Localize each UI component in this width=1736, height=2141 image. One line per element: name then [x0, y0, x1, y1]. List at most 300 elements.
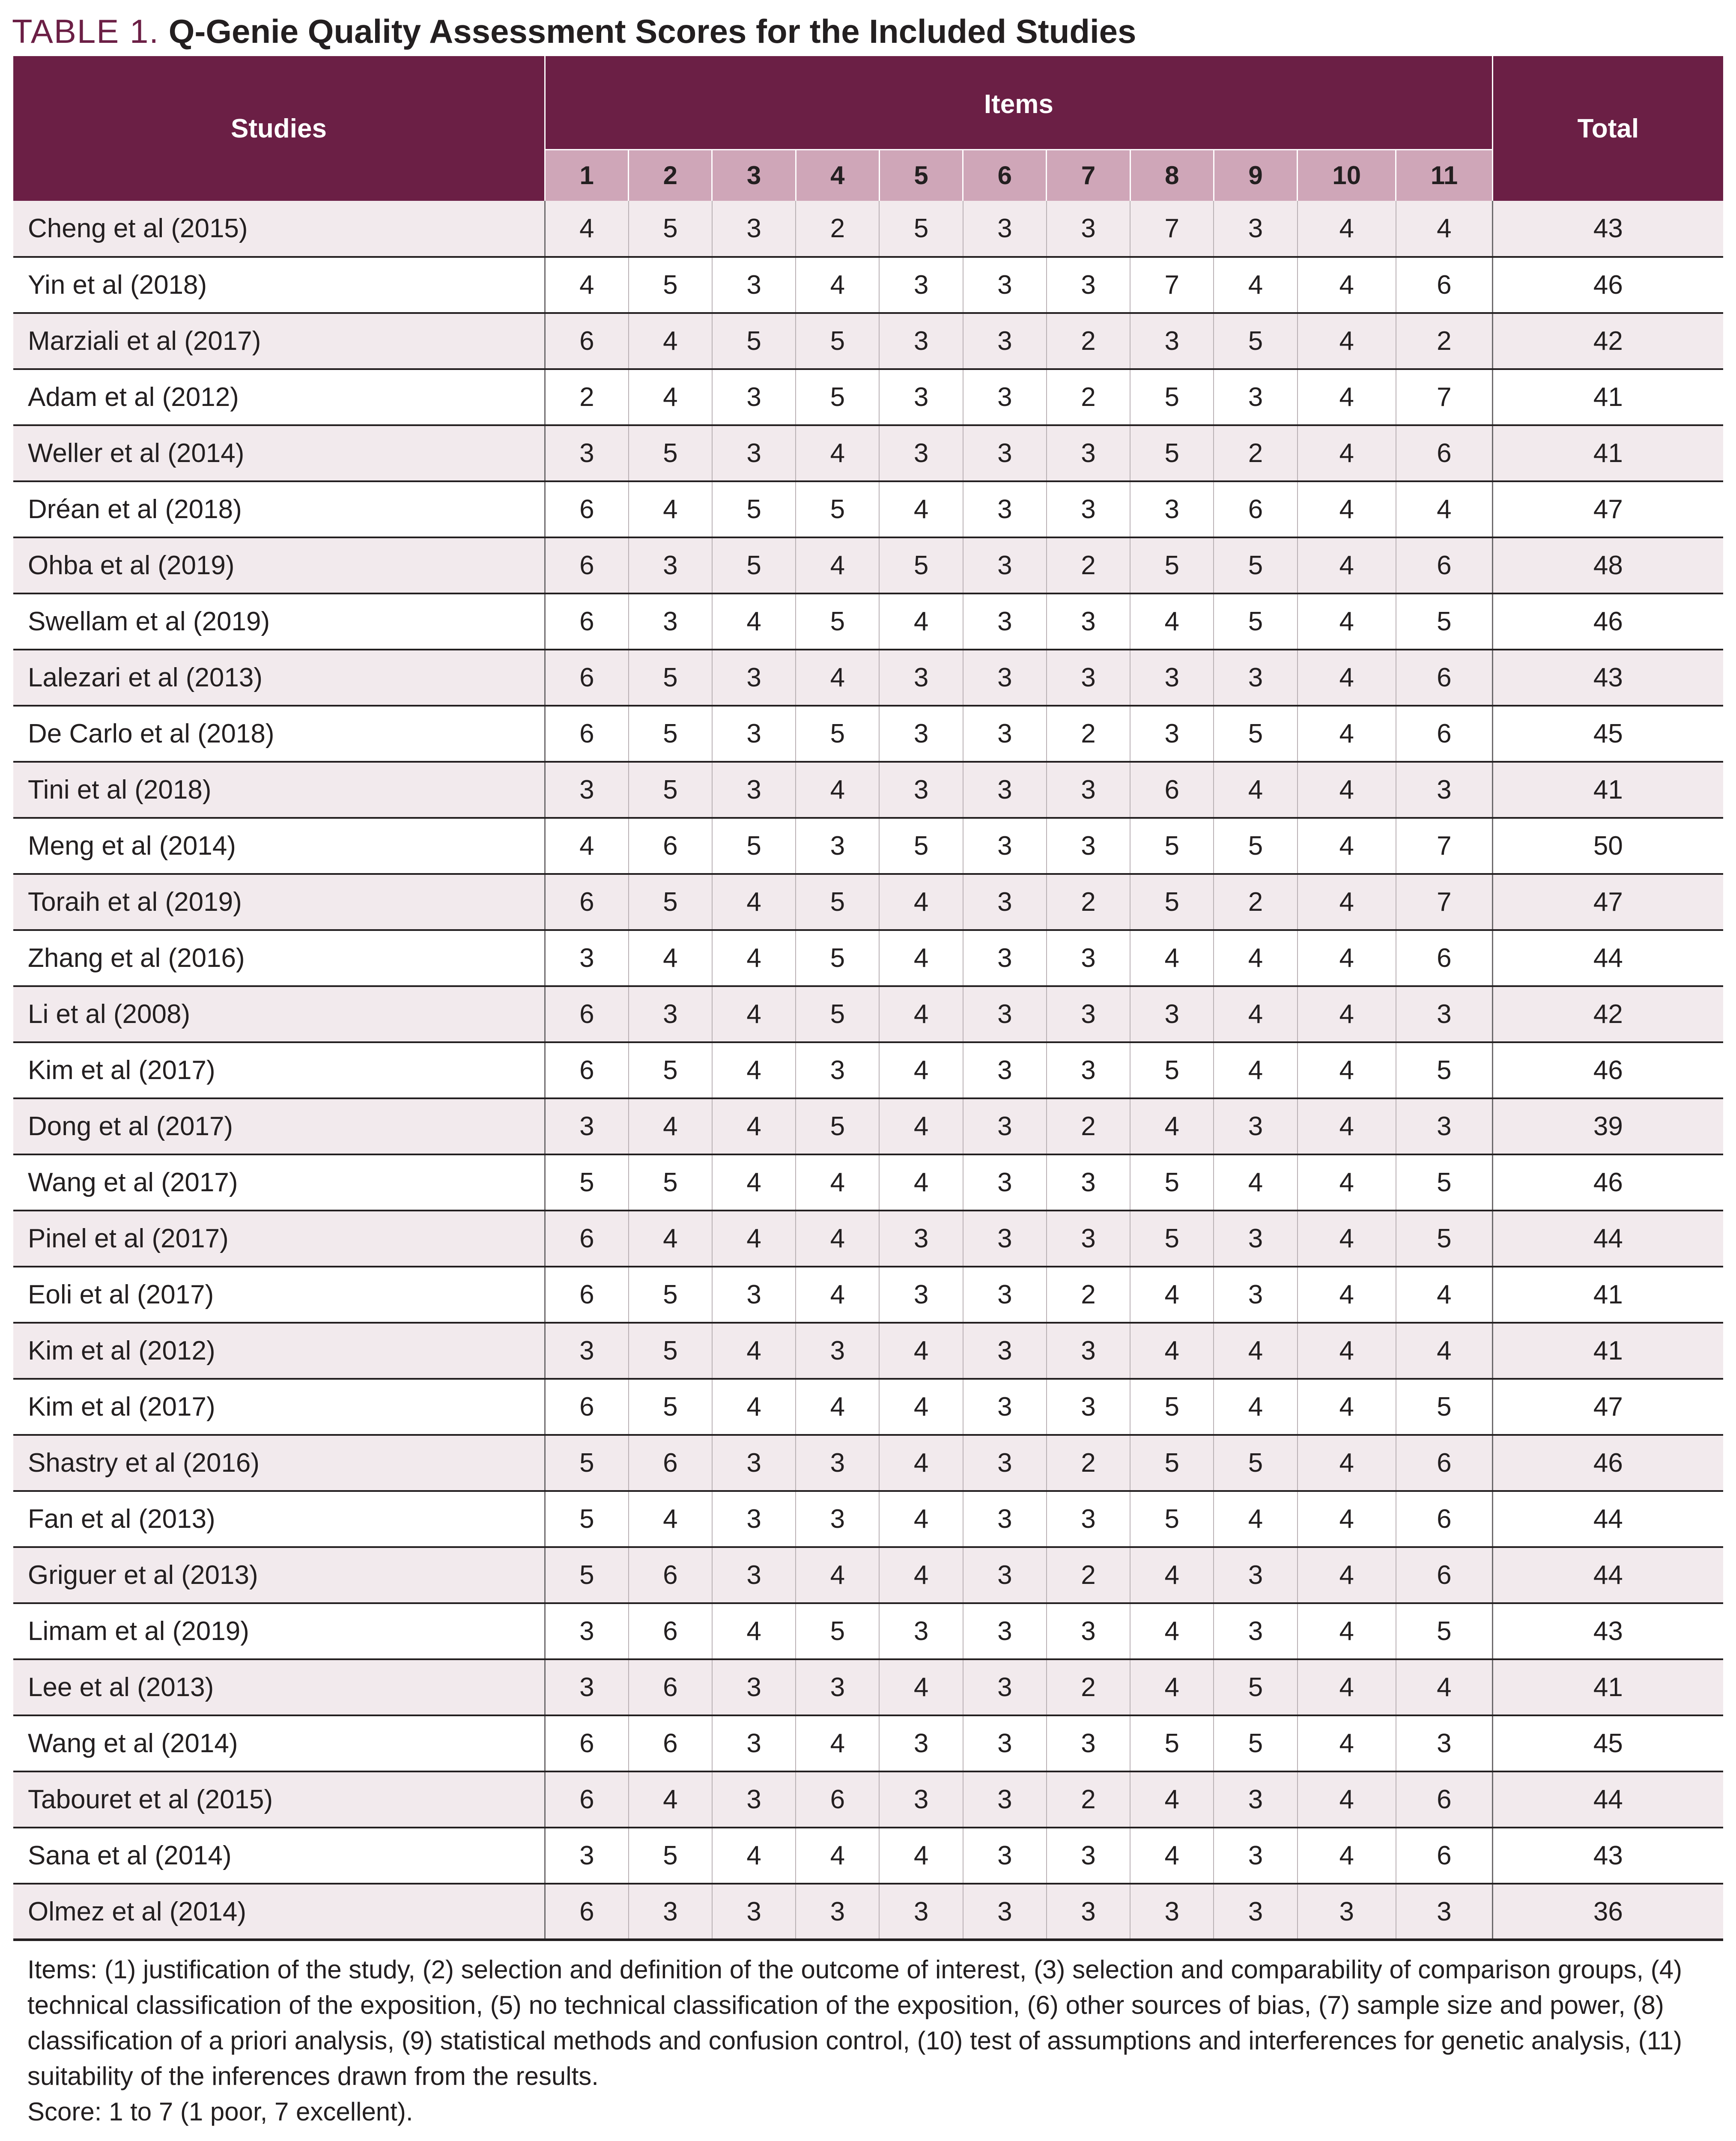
item-score-cell: 4 [879, 1154, 963, 1211]
table-footnotes [27, 1952, 1710, 2129]
item-score-cell: 3 [963, 1435, 1047, 1491]
item-score-cell: 4 [629, 930, 712, 986]
total-score-cell: 41 [1492, 369, 1723, 425]
item-score-cell: 4 [879, 1491, 963, 1547]
item-score-cell: 5 [629, 201, 712, 257]
item-score-cell: 3 [963, 1771, 1047, 1828]
item-score-cell: 4 [796, 1154, 879, 1211]
item-score-cell: 3 [1130, 706, 1214, 762]
item-score-cell: 6 [629, 1715, 712, 1771]
item-score-cell: 5 [1130, 1715, 1214, 1771]
item-score-cell: 6 [1396, 1771, 1492, 1828]
item-score-cell: 3 [1047, 201, 1130, 257]
item-score-cell: 4 [629, 1211, 712, 1267]
item-score-cell: 5 [629, 1267, 712, 1323]
item-score-cell: 3 [1396, 1715, 1492, 1771]
total-score-cell: 46 [1492, 593, 1723, 650]
item-score-cell: 4 [712, 1603, 796, 1659]
item-score-cell: 3 [1047, 1884, 1130, 1940]
item-score-cell: 4 [629, 1771, 712, 1828]
item-score-cell: 3 [712, 650, 796, 706]
table-row [13, 1435, 1723, 1491]
study-name-cell: Ohba et al (2019) [13, 537, 545, 593]
item-score-cell: 3 [879, 1267, 963, 1323]
item-score-cell: 2 [1047, 369, 1130, 425]
total-score-cell: 44 [1492, 1771, 1723, 1828]
item-score-cell: 4 [1298, 818, 1396, 874]
item-score-cell: 4 [1396, 201, 1492, 257]
item-score-cell: 6 [1396, 1828, 1492, 1884]
item-score-cell: 2 [1396, 313, 1492, 369]
item-score-cell: 4 [629, 1491, 712, 1547]
item-score-cell: 3 [963, 1603, 1047, 1659]
item-score-cell: 3 [879, 369, 963, 425]
item-score-cell: 4 [796, 762, 879, 818]
table-row [13, 1603, 1723, 1659]
item-score-cell: 5 [1214, 1715, 1297, 1771]
study-name-cell: Kim et al (2017) [13, 1042, 545, 1098]
item-score-cell: 5 [1130, 369, 1214, 425]
item-score-cell: 7 [1396, 874, 1492, 930]
item-score-cell: 4 [1214, 762, 1297, 818]
item-score-cell: 4 [1298, 425, 1396, 481]
total-score-cell: 44 [1492, 1491, 1723, 1547]
study-name-cell: Dong et al (2017) [13, 1098, 545, 1154]
study-name-cell: Swellam et al (2019) [13, 593, 545, 650]
total-score-cell: 45 [1492, 1715, 1723, 1771]
study-name-cell: Tini et al (2018) [13, 762, 545, 818]
item-score-cell: 3 [963, 369, 1047, 425]
table-row [13, 1491, 1723, 1547]
item-score-cell: 4 [1130, 1659, 1214, 1715]
item-score-cell: 4 [1214, 1379, 1297, 1435]
item-score-cell: 4 [629, 313, 712, 369]
item-score-cell: 3 [712, 706, 796, 762]
item-score-cell: 5 [796, 313, 879, 369]
study-name-cell: Wang et al (2017) [13, 1154, 545, 1211]
total-header: Total [1492, 56, 1723, 201]
item-score-cell: 2 [1214, 874, 1297, 930]
item-number-header: 3 [712, 149, 796, 201]
study-name-cell: Kim et al (2012) [13, 1323, 545, 1379]
total-score-cell: 43 [1492, 1828, 1723, 1884]
item-score-cell: 3 [963, 930, 1047, 986]
item-score-cell: 3 [545, 1098, 629, 1154]
item-score-cell: 5 [796, 930, 879, 986]
item-score-cell: 5 [796, 1098, 879, 1154]
item-score-cell: 4 [1298, 874, 1396, 930]
study-name-cell: Weller et al (2014) [13, 425, 545, 481]
item-score-cell: 2 [1047, 1435, 1130, 1491]
item-score-cell: 2 [1047, 313, 1130, 369]
item-score-cell: 3 [963, 650, 1047, 706]
item-score-cell: 4 [545, 201, 629, 257]
item-score-cell: 6 [545, 874, 629, 930]
item-score-cell: 3 [963, 1267, 1047, 1323]
item-score-cell: 3 [796, 1042, 879, 1098]
table-label: TABLE 1. [12, 12, 160, 50]
item-score-cell: 4 [1298, 1828, 1396, 1884]
table-row [13, 986, 1723, 1042]
total-score-cell: 36 [1492, 1884, 1723, 1940]
item-score-cell: 4 [879, 874, 963, 930]
item-score-cell: 4 [712, 874, 796, 930]
item-score-cell: 3 [963, 762, 1047, 818]
total-score-cell: 48 [1492, 537, 1723, 593]
study-name-cell: Olmez et al (2014) [13, 1884, 545, 1940]
item-score-cell: 5 [1214, 706, 1297, 762]
item-score-cell: 4 [1130, 1267, 1214, 1323]
item-score-cell: 4 [1298, 1771, 1396, 1828]
item-score-cell: 4 [796, 257, 879, 313]
item-score-cell: 3 [963, 1154, 1047, 1211]
table-row [13, 1154, 1723, 1211]
item-score-cell: 3 [963, 1042, 1047, 1098]
item-score-cell: 6 [1214, 481, 1297, 537]
item-score-cell: 3 [879, 425, 963, 481]
item-score-cell: 6 [629, 1603, 712, 1659]
item-score-cell: 5 [879, 818, 963, 874]
table-body [13, 201, 1723, 1940]
item-score-cell: 2 [1047, 1547, 1130, 1603]
item-score-cell: 4 [1298, 313, 1396, 369]
item-score-cell: 3 [1047, 1715, 1130, 1771]
item-score-cell: 3 [879, 257, 963, 313]
total-score-cell: 50 [1492, 818, 1723, 874]
header-row [13, 56, 1723, 149]
item-score-cell: 3 [796, 1323, 879, 1379]
item-score-cell: 5 [879, 201, 963, 257]
items-footnote: Items: (1) justification of the study, (2) selection and definition of the outcome of interest, (3) selection and comparability of comparison groups, (4) technical classification of the exposition, (5) no technical classification of the exposition, (6) other sources of bias, (7) sample size and power, (8) classification of a priori analysis, (9) statistical methods and confusion control, (10) test of assumptions and interferences for genetic analysis, (11) suitability of the inferences drawn from the results. [27, 1955, 1682, 2090]
item-score-cell: 3 [963, 1379, 1047, 1435]
total-score-cell: 43 [1492, 201, 1723, 257]
item-score-cell: 3 [545, 930, 629, 986]
item-score-cell: 3 [796, 1884, 879, 1940]
item-score-cell: 3 [963, 986, 1047, 1042]
item-score-cell: 5 [629, 874, 712, 930]
item-score-cell: 4 [1298, 1715, 1396, 1771]
item-score-cell: 4 [1298, 706, 1396, 762]
total-score-cell: 41 [1492, 1659, 1723, 1715]
study-name-cell: Griguer et al (2013) [13, 1547, 545, 1603]
item-score-cell: 3 [545, 762, 629, 818]
item-score-cell: 3 [1130, 650, 1214, 706]
item-score-cell: 3 [1130, 986, 1214, 1042]
item-score-cell: 4 [796, 1828, 879, 1884]
item-score-cell: 2 [1047, 706, 1130, 762]
item-score-cell: 4 [1214, 1491, 1297, 1547]
item-score-cell: 3 [879, 1603, 963, 1659]
item-score-cell: 4 [1298, 986, 1396, 1042]
item-score-cell: 6 [545, 593, 629, 650]
item-score-cell: 4 [1298, 1323, 1396, 1379]
item-score-cell: 4 [1298, 930, 1396, 986]
item-score-cell: 4 [796, 1715, 879, 1771]
item-score-cell: 4 [1298, 1379, 1396, 1435]
item-score-cell: 5 [629, 650, 712, 706]
item-score-cell: 3 [963, 874, 1047, 930]
item-score-cell: 4 [796, 650, 879, 706]
item-score-cell: 5 [1396, 593, 1492, 650]
item-score-cell: 3 [879, 706, 963, 762]
total-score-cell: 43 [1492, 650, 1723, 706]
item-score-cell: 4 [1298, 1154, 1396, 1211]
item-score-cell: 6 [545, 650, 629, 706]
item-score-cell: 3 [712, 1659, 796, 1715]
item-score-cell: 4 [629, 481, 712, 537]
item-score-cell: 6 [629, 1547, 712, 1603]
item-score-cell: 3 [1396, 986, 1492, 1042]
study-name-cell: Eoli et al (2017) [13, 1267, 545, 1323]
item-score-cell: 3 [545, 1603, 629, 1659]
item-score-cell: 3 [545, 1659, 629, 1715]
item-score-cell: 4 [629, 369, 712, 425]
item-score-cell: 6 [545, 537, 629, 593]
item-score-cell: 4 [1396, 1323, 1492, 1379]
table-row [13, 425, 1723, 481]
item-score-cell: 3 [545, 1828, 629, 1884]
item-score-cell: 5 [712, 313, 796, 369]
item-score-cell: 3 [879, 313, 963, 369]
item-score-cell: 4 [1130, 930, 1214, 986]
item-score-cell: 3 [1214, 1267, 1297, 1323]
item-score-cell: 4 [1298, 650, 1396, 706]
total-score-cell: 47 [1492, 481, 1723, 537]
item-score-cell: 4 [1298, 537, 1396, 593]
item-score-cell: 3 [629, 986, 712, 1042]
item-score-cell: 5 [796, 874, 879, 930]
item-score-cell: 3 [712, 1715, 796, 1771]
table-row [13, 874, 1723, 930]
item-score-cell: 3 [712, 1771, 796, 1828]
item-score-cell: 2 [796, 201, 879, 257]
item-score-cell: 3 [1214, 1547, 1297, 1603]
item-score-cell: 3 [712, 257, 796, 313]
item-score-cell: 3 [963, 706, 1047, 762]
study-name-cell: Zhang et al (2016) [13, 930, 545, 986]
item-score-cell: 3 [1047, 1491, 1130, 1547]
total-score-cell: 43 [1492, 1603, 1723, 1659]
item-score-cell: 4 [1130, 1828, 1214, 1884]
item-score-cell: 4 [879, 1323, 963, 1379]
item-score-cell: 3 [1130, 481, 1214, 537]
item-score-cell: 3 [1396, 1098, 1492, 1154]
table-row [13, 930, 1723, 986]
item-score-cell: 3 [1047, 930, 1130, 986]
item-score-cell: 3 [963, 425, 1047, 481]
item-score-cell: 3 [712, 1435, 796, 1491]
item-score-cell: 5 [629, 1154, 712, 1211]
item-score-cell: 2 [1214, 425, 1297, 481]
item-score-cell: 3 [1214, 650, 1297, 706]
item-score-cell: 3 [629, 593, 712, 650]
item-score-cell: 3 [1047, 1042, 1130, 1098]
item-score-cell: 3 [1047, 650, 1130, 706]
item-score-cell: 5 [1130, 537, 1214, 593]
item-score-cell: 3 [879, 1715, 963, 1771]
item-score-cell: 4 [1298, 1042, 1396, 1098]
item-score-cell: 3 [1214, 1098, 1297, 1154]
item-score-cell: 3 [1396, 1884, 1492, 1940]
item-score-cell: 4 [796, 1211, 879, 1267]
item-score-cell: 5 [629, 1828, 712, 1884]
item-score-cell: 5 [712, 818, 796, 874]
study-name-cell: Shastry et al (2016) [13, 1435, 545, 1491]
table-row [13, 818, 1723, 874]
total-score-cell: 47 [1492, 1379, 1723, 1435]
item-score-cell: 5 [1130, 874, 1214, 930]
item-score-cell: 2 [1047, 1771, 1130, 1828]
item-score-cell: 3 [796, 1491, 879, 1547]
item-score-cell: 3 [796, 1659, 879, 1715]
total-score-cell: 44 [1492, 1211, 1723, 1267]
item-score-cell: 4 [1214, 1042, 1297, 1098]
item-score-cell: 7 [1396, 369, 1492, 425]
item-score-cell: 2 [1047, 1098, 1130, 1154]
item-score-cell: 4 [1298, 1211, 1396, 1267]
item-score-cell: 2 [1047, 1659, 1130, 1715]
item-score-cell: 3 [1047, 481, 1130, 537]
item-score-cell: 4 [712, 1323, 796, 1379]
item-score-cell: 5 [1130, 1042, 1214, 1098]
item-score-cell: 3 [712, 1547, 796, 1603]
item-score-cell: 3 [712, 762, 796, 818]
table-row [13, 201, 1723, 257]
item-score-cell: 5 [545, 1435, 629, 1491]
study-name-cell: Sana et al (2014) [13, 1828, 545, 1884]
study-name-cell: Lee et al (2013) [13, 1659, 545, 1715]
item-score-cell: 4 [879, 1828, 963, 1884]
table-row [13, 1098, 1723, 1154]
item-score-cell: 5 [545, 1547, 629, 1603]
item-score-cell: 3 [879, 650, 963, 706]
item-score-cell: 4 [1396, 1267, 1492, 1323]
item-score-cell: 4 [1298, 257, 1396, 313]
study-name-cell: Wang et al (2014) [13, 1715, 545, 1771]
table-row [13, 1267, 1723, 1323]
item-score-cell: 6 [545, 1042, 629, 1098]
item-score-cell: 5 [1130, 425, 1214, 481]
item-score-cell: 5 [1214, 593, 1297, 650]
item-score-cell: 4 [1130, 1771, 1214, 1828]
total-score-cell: 47 [1492, 874, 1723, 930]
item-score-cell: 3 [1047, 1154, 1130, 1211]
item-score-cell: 5 [796, 706, 879, 762]
score-footnote: Score: 1 to 7 (1 poor, 7 excellent). [27, 2097, 413, 2126]
item-score-cell: 4 [1298, 201, 1396, 257]
item-score-cell: 3 [545, 1323, 629, 1379]
item-score-cell: 6 [1396, 537, 1492, 593]
total-score-cell: 45 [1492, 706, 1723, 762]
item-score-cell: 4 [1130, 593, 1214, 650]
item-score-cell: 3 [879, 1884, 963, 1940]
total-score-cell: 44 [1492, 1547, 1723, 1603]
item-score-cell: 5 [1130, 1379, 1214, 1435]
item-score-cell: 6 [1396, 1491, 1492, 1547]
item-score-cell: 3 [1047, 1323, 1130, 1379]
item-score-cell: 5 [1130, 1491, 1214, 1547]
table-row [13, 481, 1723, 537]
item-score-cell: 7 [1130, 257, 1214, 313]
item-number-header: 6 [963, 149, 1047, 201]
item-score-cell: 5 [796, 986, 879, 1042]
total-score-cell: 46 [1492, 1435, 1723, 1491]
item-score-cell: 3 [963, 1884, 1047, 1940]
item-score-cell: 6 [545, 1884, 629, 1940]
item-score-cell: 5 [1214, 313, 1297, 369]
item-score-cell: 3 [963, 537, 1047, 593]
item-score-cell: 4 [1214, 1154, 1297, 1211]
item-score-cell: 3 [1047, 257, 1130, 313]
item-score-cell: 4 [1298, 1547, 1396, 1603]
item-score-cell: 5 [1396, 1603, 1492, 1659]
study-name-cell: Limam et al (2019) [13, 1603, 545, 1659]
item-score-cell: 5 [629, 425, 712, 481]
item-score-cell: 6 [545, 313, 629, 369]
table-row [13, 706, 1723, 762]
table-row [13, 1715, 1723, 1771]
table-row [13, 257, 1723, 313]
item-score-cell: 6 [629, 818, 712, 874]
item-score-cell: 5 [1214, 1435, 1297, 1491]
item-score-cell: 3 [629, 1884, 712, 1940]
item-score-cell: 4 [879, 593, 963, 650]
item-score-cell: 4 [545, 257, 629, 313]
item-score-cell: 5 [796, 1603, 879, 1659]
item-score-cell: 4 [879, 986, 963, 1042]
items-header: Items [545, 56, 1493, 149]
item-score-cell: 3 [963, 313, 1047, 369]
item-score-cell: 3 [712, 425, 796, 481]
item-score-cell: 3 [712, 1884, 796, 1940]
total-score-cell: 41 [1492, 425, 1723, 481]
item-score-cell: 3 [963, 1828, 1047, 1884]
item-number-header: 1 [545, 149, 629, 201]
total-score-cell: 42 [1492, 986, 1723, 1042]
item-score-cell: 6 [545, 986, 629, 1042]
item-score-cell: 4 [879, 1659, 963, 1715]
item-score-cell: 6 [1396, 650, 1492, 706]
item-score-cell: 6 [1396, 257, 1492, 313]
item-score-cell: 3 [1047, 1828, 1130, 1884]
item-score-cell: 4 [1214, 986, 1297, 1042]
item-score-cell: 5 [629, 706, 712, 762]
item-score-cell: 3 [1047, 425, 1130, 481]
item-score-cell: 3 [1047, 1379, 1130, 1435]
item-score-cell: 5 [879, 537, 963, 593]
item-score-cell: 4 [712, 1379, 796, 1435]
item-score-cell: 3 [1396, 762, 1492, 818]
item-score-cell: 3 [879, 1771, 963, 1828]
item-score-cell: 4 [879, 1379, 963, 1435]
item-score-cell: 4 [1396, 481, 1492, 537]
item-score-cell: 3 [1130, 313, 1214, 369]
table-caption: Q-Genie Quality Assessment Scores for the Included Studies [168, 12, 1136, 50]
total-score-cell: 46 [1492, 257, 1723, 313]
total-score-cell: 44 [1492, 930, 1723, 986]
item-score-cell: 3 [963, 1323, 1047, 1379]
item-score-cell: 3 [712, 1491, 796, 1547]
item-score-cell: 5 [629, 1379, 712, 1435]
item-score-cell: 4 [712, 1098, 796, 1154]
item-score-cell: 3 [796, 818, 879, 874]
item-score-cell: 3 [1214, 1603, 1297, 1659]
table-row [13, 313, 1723, 369]
item-score-cell: 3 [879, 1211, 963, 1267]
item-score-cell: 3 [963, 1211, 1047, 1267]
item-score-cell: 4 [1214, 930, 1297, 986]
item-score-cell: 3 [1214, 369, 1297, 425]
